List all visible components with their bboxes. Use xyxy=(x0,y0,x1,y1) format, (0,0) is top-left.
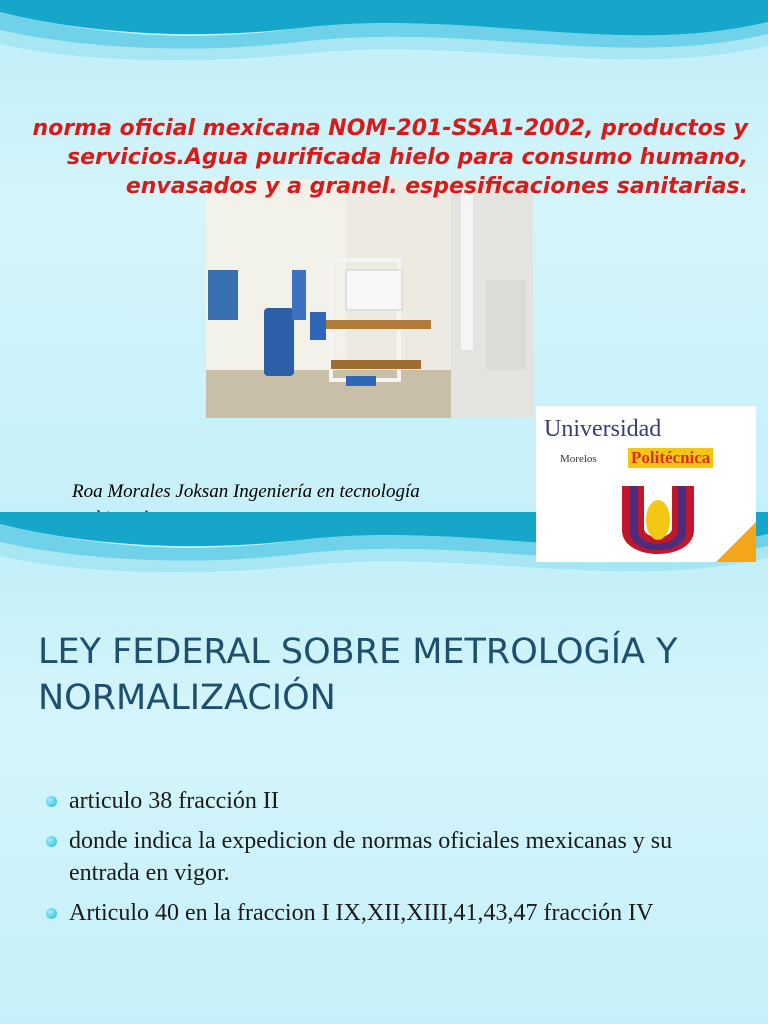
bullet-text: articulo 38 fracción II xyxy=(69,788,279,814)
bullet-item xyxy=(46,785,736,817)
bullet-text: donde indica la expedicion de normas oficiales mexicanas y su entrada en vigor. xyxy=(69,828,673,886)
slide-2 xyxy=(0,512,768,1024)
logo-text-morelos: Morelos xyxy=(560,453,597,465)
author-line: Roa Morales Joksan Ingeniería en tecnología xyxy=(72,481,420,502)
bullet-item xyxy=(46,825,736,889)
bullet-dot-icon xyxy=(46,836,57,847)
bullet-text: Articulo 40 en la fraccion I IX,XII,XIII,41,43,47 fracción IV xyxy=(69,900,654,926)
logo-text-politecnica: Politécnica xyxy=(628,448,713,468)
slide-title: norma oficial mexicana NOM-201-SSA1-2002, productos y servicios.Agua purificada hielo para consumo humano, envasados y a granel. espesificaciones sanitarias. xyxy=(32,116,748,199)
logo-text-universidad: Universidad xyxy=(544,416,662,442)
bullet-dot-icon xyxy=(46,796,57,807)
logo-corner-accent xyxy=(716,522,756,562)
logo-u-mark-icon xyxy=(618,482,698,558)
wave-header xyxy=(0,0,768,90)
bullet-list xyxy=(46,785,736,937)
bullet-dot-icon xyxy=(46,908,57,919)
slide-2-title: LEY FEDERAL SOBRE METROLOGÍA Y NORMALIZACIÓN xyxy=(38,632,678,718)
university-logo xyxy=(536,406,756,562)
water-plant-photo xyxy=(206,180,533,418)
bullet-item xyxy=(46,897,736,929)
